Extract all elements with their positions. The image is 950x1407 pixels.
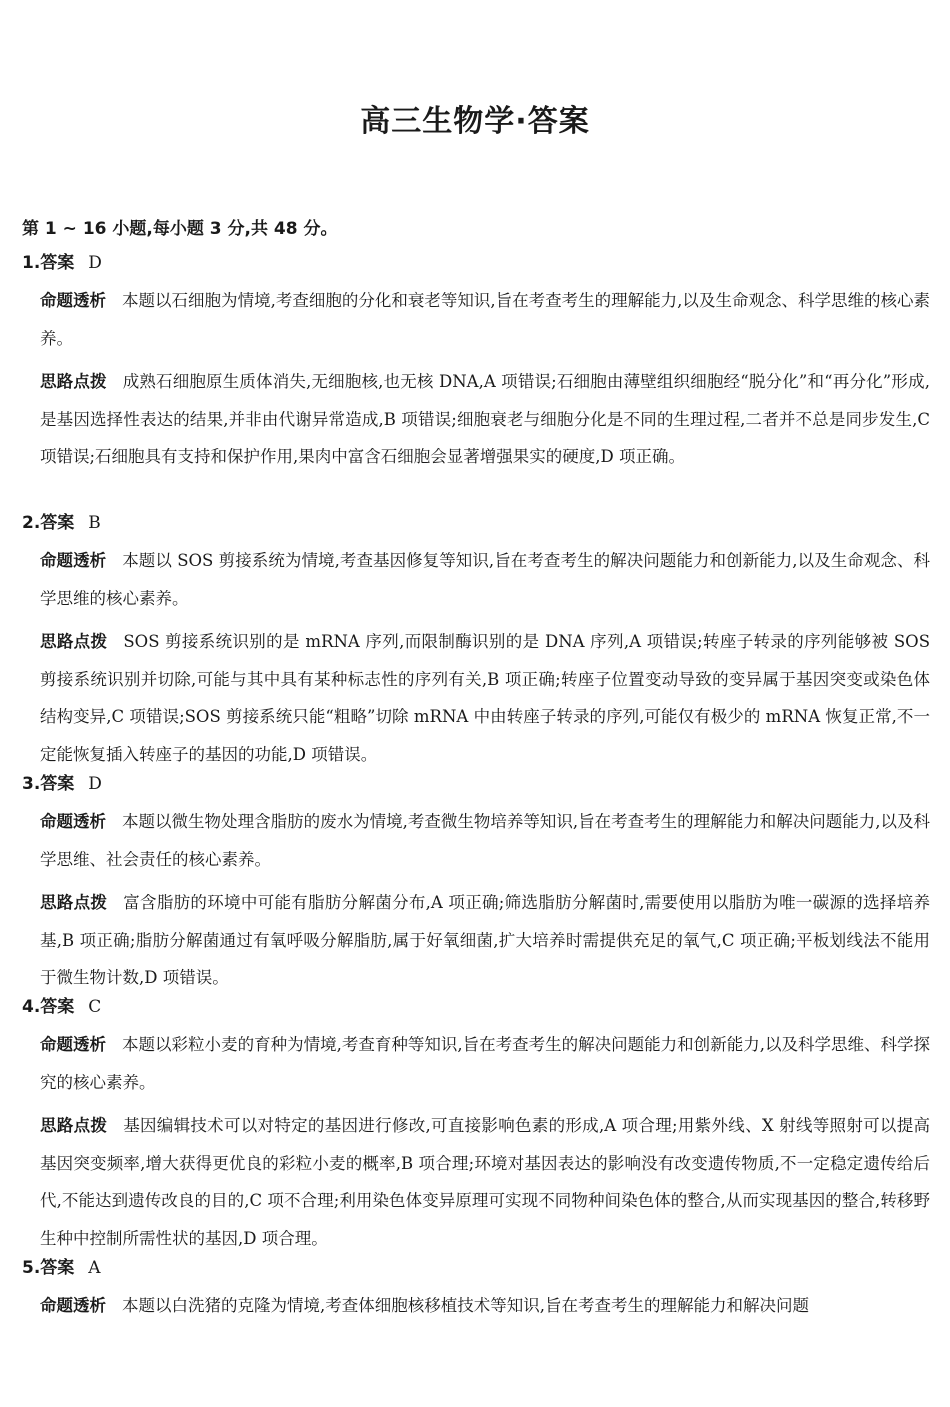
hint-paragraph [40,363,930,476]
answer-value: D [88,774,102,794]
insight-label: 命题透析 [40,291,107,310]
question-block [22,250,932,476]
insight-paragraph [40,282,930,357]
answer-label: 答案 [40,774,75,794]
insight-label: 命题透析 [40,812,107,831]
answer-label: 答案 [40,997,75,1017]
hint-text: 富含脂肪的环境中可能有脂肪分解菌分布,A 项正确;筛选脂肪分解菌时,需要使用以脂肪为唯一碳源的选择培养基,B 项正确;脂肪分解菌通过有氧呼吸分解脂肪,属于好氧细菌,扩大培养时需提供充足的氧气,C 项正确;平板划线法不能用于微生物计数,D 项错误。 [40,893,930,987]
answer-label: 答案 [40,253,75,273]
insight-paragraph [40,1287,930,1327]
hint-text: SOS 剪接系统识别的是 mRNA 序列,而限制酶识别的是 DNA 序列,A 项错误;转座子转录的序列能够被 SOS 剪接系统识别并切除,可能与其中具有某种标志性的序列有关,B 项正确;转座子位置变动导致的变异属于基因突变或染色体结构变异,C 项错误;SOS 剪接系统只能“粗略”切除 mRNA 中由转座子转录的序列,可能仅有极少的 mRNA 恢复正常,不一定能恢复插入转座子的基因的功能,D 项错误。 [40,632,931,764]
question-number: 5. [22,1258,41,1278]
insight-text: 本题以白洗猪的克隆为情境,考查体细胞核移植技术等知识,旨在考查考生的理解能力和解决问题 [122,1296,809,1315]
insight-label: 命题透析 [40,1296,106,1315]
hint-paragraph [40,1107,930,1257]
insight-text: 本题以彩粒小麦的育种为情境,考查育种等知识,旨在考查考生的解决问题能力和创新能力,以及科学思维、科学探究的核心素养。 [40,1035,930,1092]
insight-paragraph [40,803,930,878]
hint-label: 思路点拨 [40,1116,108,1135]
insight-paragraph [40,1026,930,1101]
answer-line [22,771,932,797]
insight-text: 本题以石细胞为情境,考查细胞的分化和衰老等知识,旨在考查考生的理解能力,以及生命观念、科学思维的核心素养。 [40,291,930,348]
question-block [22,771,932,997]
hint-text: 基因编辑技术可以对特定的基因进行修改,可直接影响色素的形成,A 项合理;用紫外线、X 射线等照射可以提高基因突变频率,增大获得更优良的彩粒小麦的概率,B 项合理;环境对基因表达的影响没有改变遗传物质,不一定稳定遗传给后代,不能达到遗传改良的目的,C 项不合理;利用染色体变异原理可实现不同物种间染色体的整合,从而实现基因的整合,转移野生种中控制所需性状的基因,D 项合理。 [40,1116,931,1248]
answer-line [22,250,932,276]
insight-label: 命题透析 [40,1035,107,1054]
question-number: 1. [22,253,41,273]
hint-label: 思路点拨 [40,632,108,651]
answer-value: C [88,997,102,1017]
page-title: 高三生物学·答案 [360,104,590,139]
answer-value: B [88,513,101,533]
question-block [22,510,932,773]
hint-label: 思路点拨 [40,372,107,391]
answer-value: D [88,253,102,273]
hint-label: 思路点拨 [40,893,108,912]
question-block [22,994,932,1257]
answer-label: 答案 [40,1258,75,1278]
hint-paragraph [40,623,930,773]
insight-text: 本题以 SOS 剪接系统为情境,考查基因修复等知识,旨在考查考生的解决问题能力和创新能力,以及生命观念、科学思维的核心素养。 [40,551,931,608]
section-intro: 第 1 ~ 16 小题,每小题 3 分,共 48 分。 [22,219,338,239]
answer-value: A [88,1258,101,1278]
answer-line [22,510,932,536]
insight-text: 本题以微生物处理含脂肪的废水为情境,考查微生物培养等知识,旨在考查考生的理解能力和解决问题能力,以及科学思维、社会责任的核心素养。 [40,812,930,869]
insight-paragraph [40,542,930,617]
hint-paragraph [40,884,930,997]
answer-line [22,1255,932,1281]
question-number: 2. [22,513,41,533]
hint-text: 成熟石细胞原生质体消失,无细胞核,也无核 DNA,A 项错误;石细胞由薄壁组织细胞经“脱分化”和“再分化”形成,是基因选择性表达的结果,并非由代谢异常造成,B 项错误;细胞衰老与细胞分化是不同的生理过程,二者并不总是同步发生,C 项错误;石细胞具有支持和保护作用,果肉中富含石细胞会显著增强果实的硬度,D 项正确。 [40,372,930,466]
insight-label: 命题透析 [40,551,107,570]
answer-label: 答案 [40,513,75,533]
answer-line [22,994,932,1020]
question-number: 4. [22,997,41,1017]
question-block [22,1255,932,1327]
question-number: 3. [22,774,41,794]
